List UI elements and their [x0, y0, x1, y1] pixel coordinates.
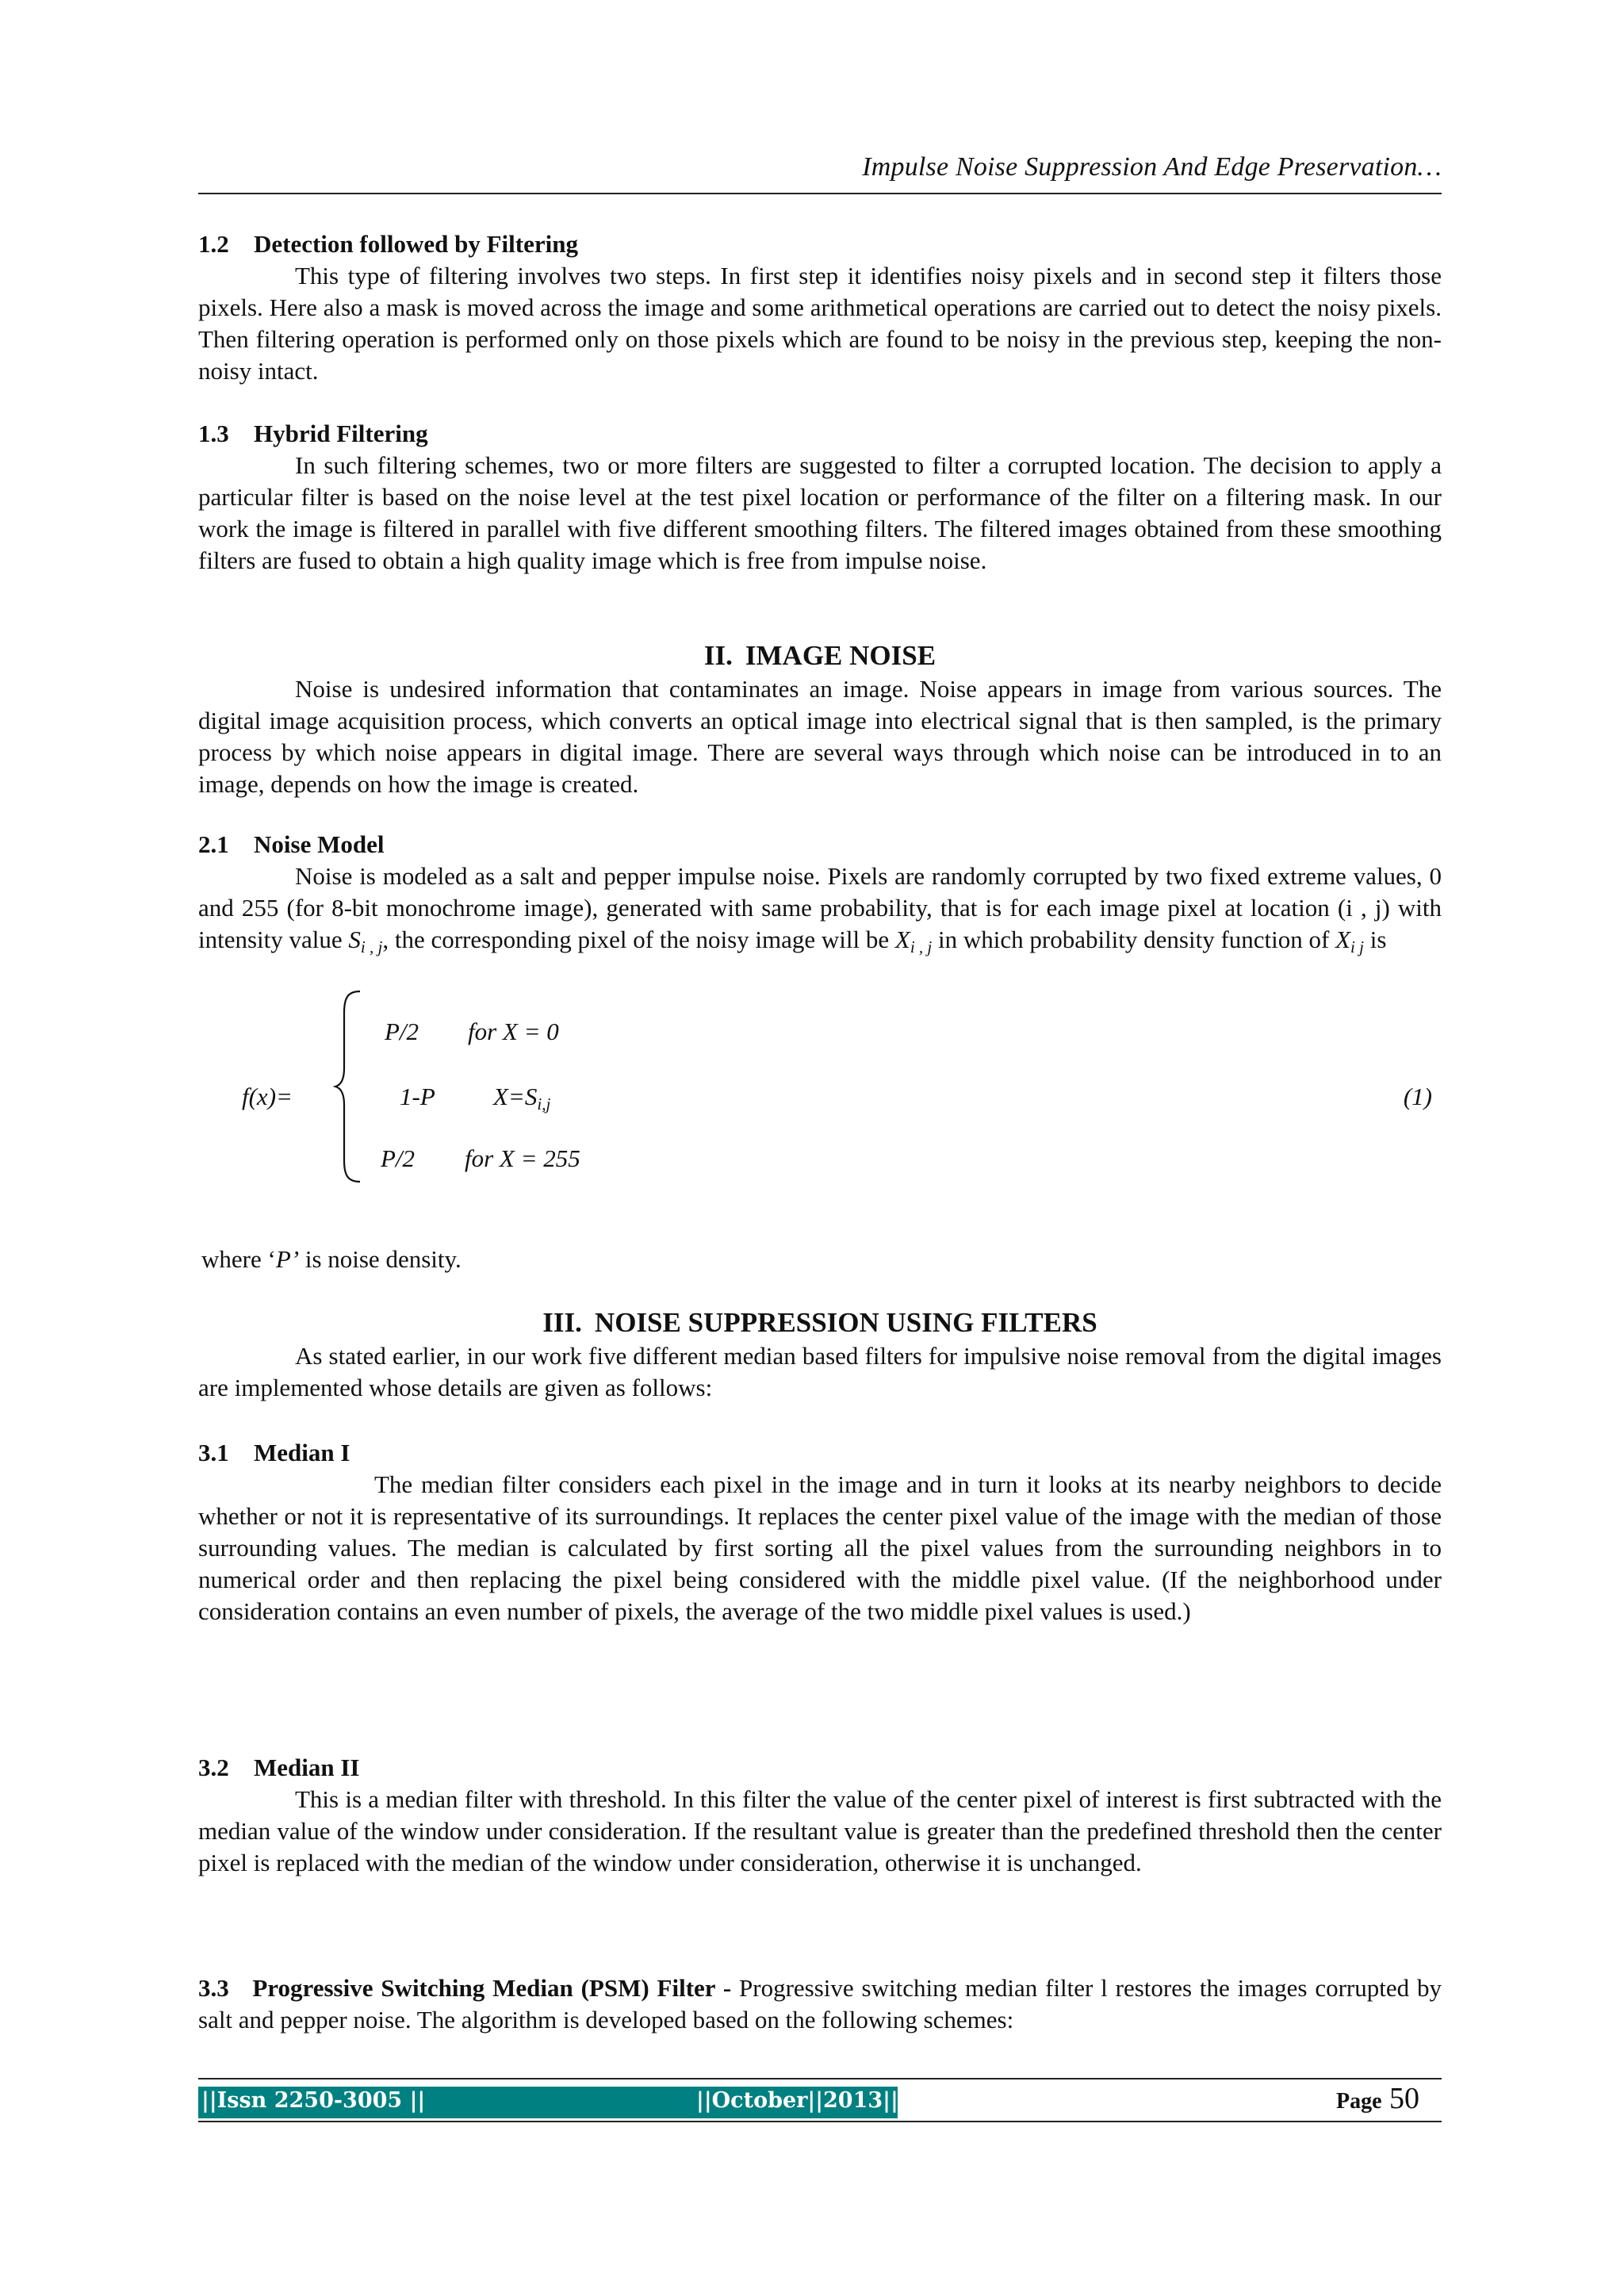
text-run: is — [1363, 926, 1387, 953]
section-2 — [198, 638, 1442, 800]
subsection-heading — [198, 228, 1442, 260]
footer-date: ||October||2013|| — [696, 2088, 898, 2113]
text-run: where ‘ — [201, 1245, 276, 1273]
case-1-value: P/2 — [385, 1018, 419, 1045]
section-3-3 — [198, 1972, 1442, 2036]
subsection-heading — [198, 418, 1442, 450]
equation-lhs: f(x)= — [242, 1083, 293, 1110]
left-brace-icon — [333, 989, 365, 1184]
section-number: III. — [542, 1307, 582, 1338]
paragraph: This type of filtering involves two steps. In first step it identifies noisy pixels and in second step it filters those pixels. Here also a mask is moved across the image and some arithmetical operations are carried out to detect the noisy pixels. Then filtering operation is performed only on those pixels which are found to be noisy in the previous step, keeping the non-noisy intact. — [198, 262, 1442, 385]
subscript: i , j — [360, 937, 383, 956]
page — [198, 0, 1442, 2296]
section-title: IMAGE NOISE — [745, 640, 936, 671]
subsection-number: 3.3 — [198, 1974, 229, 2002]
footer-rule — [198, 2078, 1442, 2079]
equation-1 — [198, 987, 1442, 1194]
section-2-1 — [198, 829, 1442, 963]
subsection-title: Detection followed by Filtering — [254, 230, 578, 258]
case-2-value: 1-P — [400, 1083, 435, 1110]
header-rule — [198, 193, 1442, 194]
page-label: Page — [1335, 2089, 1382, 2114]
paragraph — [198, 1972, 1442, 2036]
section-title: NOISE SUPPRESSION USING FILTERS — [594, 1307, 1097, 1338]
text-run: Progressive switching median filter l restores the images corrupted by salt and pepper noise. The algorithm is developed based on the following schemes: — [198, 1974, 1442, 2033]
subsection-number: 1.3 — [198, 420, 229, 447]
paragraph — [201, 1244, 1445, 1275]
text-run: is noise density. — [299, 1245, 462, 1273]
symbol-p: P’ — [275, 1245, 300, 1273]
equation-number: (1) — [1403, 1083, 1432, 1110]
section-number: II. — [703, 640, 733, 671]
subsection-number: 3.1 — [198, 1439, 229, 1466]
symbol-s: S — [348, 926, 361, 953]
running-title: Impulse Noise Suppression And Edge Preservation… — [862, 152, 1442, 182]
subscript: i,j — [537, 1094, 551, 1114]
text-run: in which probability density function of — [932, 926, 1336, 953]
subsection-title: Hybrid Filtering — [254, 420, 428, 447]
subsection-heading — [198, 1752, 1442, 1784]
page-number-value: 50 — [1389, 2082, 1419, 2115]
paragraph: This is a median filter with threshold. In this filter the value of the center pixel of interest is first subtracted with the median value of the window under consideration. If the resultant value is greater than the predefined threshold then the center pixel is replaced with the median of the window under consideration, otherwise it is unchanged. — [198, 1785, 1442, 1876]
subsection-title: Median II — [254, 1754, 360, 1781]
where-line — [201, 1244, 1445, 1275]
subscript: i , j — [910, 937, 933, 956]
subsection-number: 1.2 — [198, 230, 229, 258]
section-3 — [198, 1305, 1442, 1404]
subsection-title: Noise Model — [254, 830, 385, 858]
symbol-x: X — [894, 926, 910, 953]
paragraph: In such filtering schemes, two or more filters are suggested to filter a corrupted location. The decision to apply a particular filter is based on the noise level at the test pixel location or performance of the filter on a filtering mask. In our work the image is filtered in parallel with five different smoothing filters. The filtered images obtained from these smoothing filters are fused to obtain a high quality image which is free from impulse noise. — [198, 451, 1442, 574]
subsection-number: 3.2 — [198, 1754, 229, 1781]
section-heading — [198, 638, 1442, 673]
footer-bottom-rule — [198, 2121, 1442, 2122]
case-1-condition: for X = 0 — [468, 1018, 559, 1045]
paragraph: As stated earlier, in our work five different median based filters for impulsive noise removal from the digital images are implemented whose details are given as follows: — [198, 1342, 1442, 1401]
section-1-3 — [198, 418, 1442, 577]
subsection-number: 2.1 — [198, 830, 229, 858]
subscript: i j — [1350, 937, 1364, 956]
subsection-title: Progressive Switching Median (PSM) Filter - — [252, 1974, 740, 2002]
section-3-2 — [198, 1752, 1442, 1879]
footer-issn: ||Issn 2250-3005 || — [201, 2088, 426, 2113]
text-run: Noise is modeled as a salt and pepper impulse noise. Pixels are randomly corrupted by two fixed extreme values, 0 and 255 (for 8-bit monochrome image), generated with same probability, that is for each image pixel at location (i , j) with intensity value — [198, 862, 1442, 953]
paragraph: Noise is undesired information that contaminates an image. Noise appears in image from various sources. The digital image acquisition process, which converts an optical image into electrical signal that is then sampled, is the primary process by which noise appears in digital image. There are several ways through which noise can be introduced in to an image, depends on how the image is created. — [198, 675, 1442, 798]
text-run: , the corresponding pixel of the noisy image will be — [382, 926, 895, 953]
subsection-heading — [198, 1437, 1442, 1469]
paragraph — [198, 861, 1442, 963]
case-2-condition — [493, 1083, 550, 1114]
subsection-heading — [198, 829, 1442, 861]
subsection-title: Median I — [254, 1439, 350, 1466]
section-1-2 — [198, 228, 1442, 387]
symbol-x: X — [1335, 926, 1351, 953]
page-number — [1336, 2081, 1419, 2116]
case-3-value: P/2 — [381, 1144, 416, 1172]
section-3-1 — [198, 1437, 1442, 1627]
section-heading — [198, 1305, 1442, 1340]
case-3-condition: for X = 255 — [465, 1144, 580, 1172]
paragraph: The median filter considers each pixel in the image and in turn it looks at its nearby neighbors to decide whether or not it is representative of its surroundings. It replaces the center pixel value of the image with the median of those surrounding values. The median is calculated by first sorting all the pixel values from the surrounding neighbors in to numerical order and then replacing the pixel being considered with the middle pixel value. (If the neighborhood under consideration contains an even number of pixels, the average of the two middle pixel values is used.) — [198, 1470, 1442, 1625]
case-2-condition-text: X=S — [493, 1083, 538, 1110]
